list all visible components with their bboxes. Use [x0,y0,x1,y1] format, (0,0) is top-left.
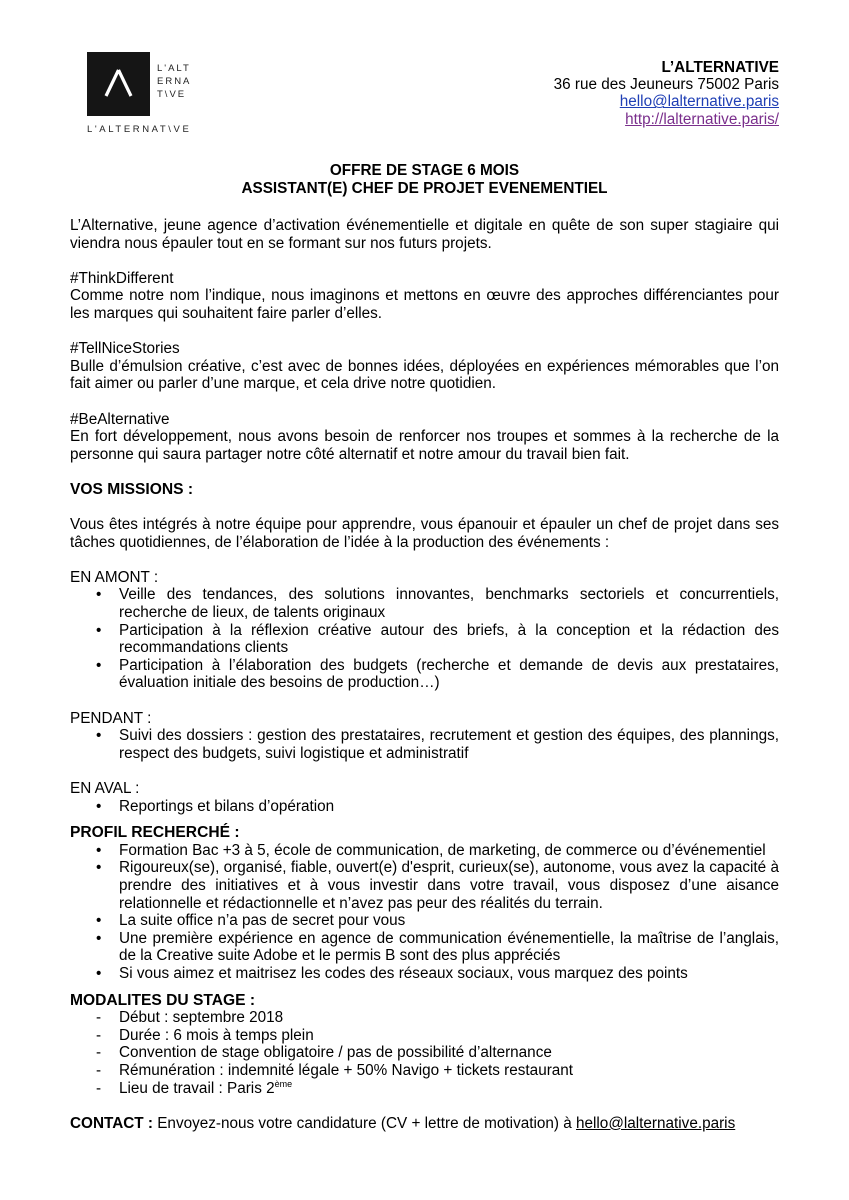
list-item [70,1080,779,1098]
amont-label: EN AMONT : [70,568,159,586]
offer-title-line-1: OFFRE DE STAGE 6 MOIS [329,162,520,179]
list-item: - Convention de stage obligatoire / pas de possibilité d’alternance [70,1044,779,1062]
aval-list [70,798,779,816]
list-item: - Début : septembre 2018 [70,1009,779,1027]
profil-heading: PROFIL RECHERCHÉ : [70,824,240,842]
list-item: • Reportings et bilans d’opération [70,798,779,816]
amont-list [70,586,779,692]
contact-line [70,1115,779,1133]
company-website-link[interactable]: http://lalternative.paris/ [625,110,779,128]
list-item: • Participation à la réflexion créative autour des briefs, à la conception et la rédaction des recommandations clients [70,622,779,657]
company-header [554,59,779,128]
profil-list [70,842,779,983]
offer-title [0,162,849,198]
pendant-label: PENDANT : [70,709,152,727]
company-logo [87,52,217,135]
missions-heading: VOS MISSIONS : [70,480,194,498]
contact-text: Envoyez-nous votre candidature (CV + lettre de motivation) à [157,1114,572,1132]
list-item: • La suite office n’a pas de secret pour vous [70,912,779,930]
intro-paragraph: L’Alternative, jeune agence d’activation événementielle et digitale en quête de son super stagiaire qui viendra nous épauler tout en se formant sur nos futurs projets. [70,217,779,252]
lambda-icon [87,52,150,116]
list-item: • Une première expérience en agence de communication événementielle, la maîtrise de l’anglais, de la Creative suite Adobe et le permis B sont des plus appréciés [70,930,779,965]
offer-body [70,217,779,1132]
value-text: Comme notre nom l’indique, nous imaginons et mettons en œuvre des approches différenciantes pour les marques qui souhaitent faire parler d’elles. [70,287,779,322]
company-email-link[interactable]: hello@lalternative.paris [619,93,779,111]
value-tag: #TellNiceStories [70,340,180,358]
list-item: • Veille des tendances, des solutions innovantes, benchmarks sectoriels et concurrentiels, recherche de lieux, de talents originaux [70,586,779,621]
list-item: • Suivi des dossiers : gestion des prestataires, recrutement et gestion des équipes, des plannings, respect des budgets, suivi logistique et administratif [70,727,779,762]
offer-title-line-2: ASSISTANT(E) CHEF DE PROJET EVENEMENTIEL [241,180,608,197]
pendant-list [70,727,779,762]
list-item: • Participation à l’élaboration des budgets (recherche et demande de devis aux prestataires, évaluation initiale des besoins de production…) [70,657,779,692]
company-name: L’ALTERNATIVE [661,59,779,76]
value-tag: #BeAlternative [70,410,170,428]
list-item: - Durée : 6 mois à temps plein [70,1027,779,1045]
logo-side-text: L'ALT ERNA T\VE [157,63,192,100]
list-item: • Si vous aimez et maitrisez les codes des réseaux sociaux, vous marquez des points [70,965,779,983]
aval-label: EN AVAL : [70,780,140,797]
modalites-heading: MODALITES DU STAGE : [70,991,256,1009]
logo-wordmark: L'ALTERNAT\VE [87,124,192,135]
logo-mark [87,52,150,116]
contact-email-link[interactable]: hello@lalternative.paris [576,1114,736,1132]
company-address: 36 rue des Jeuneurs 75002 Paris [553,76,779,94]
list-item: - Rémunération : indemnité légale + 50% Navigo + tickets restaurant [70,1062,779,1080]
value-text: En fort développement, nous avons besoin de renforcer nos troupes et sommes à la recherche de la personne qui saura partager notre côté alternatif et notre amour du travail bien fait. [70,428,779,463]
value-text: Bulle d’émulsion créative, c’est avec de bonnes idées, déployées en expériences mémorables que l’on fait aimer ou parler d’une marque, et cela drive notre quotidien. [70,357,779,393]
lieu-superscript: ème [274,1078,293,1089]
modalites-list [70,1009,779,1097]
list-item: • Rigoureux(se), organisé, fiable, ouvert(e) d'esprit, curieux(se), autonome, vous avez la capacité à prendre des initiatives et à vous investir dans votre travail, vous disposez d’une aisance relationnelle et rédactionnelle et n’avez pas peur des réalités du terrain. [70,859,779,912]
value-tag: #ThinkDifferent [70,269,174,287]
missions-intro: Vous êtes intégrés à notre équipe pour apprendre, vous épanouir et épauler un chef de projet dans ses tâches quotidiennes, de l’élaboration de l’idée à la production des événements : [70,516,779,551]
list-item: • Formation Bac +3 à 5, école de communication, de marketing, de commerce ou d’événementiel [70,842,779,860]
contact-label: CONTACT : [70,1114,153,1132]
lieu-text: Lieu de travail : Paris 2 [119,1079,275,1097]
